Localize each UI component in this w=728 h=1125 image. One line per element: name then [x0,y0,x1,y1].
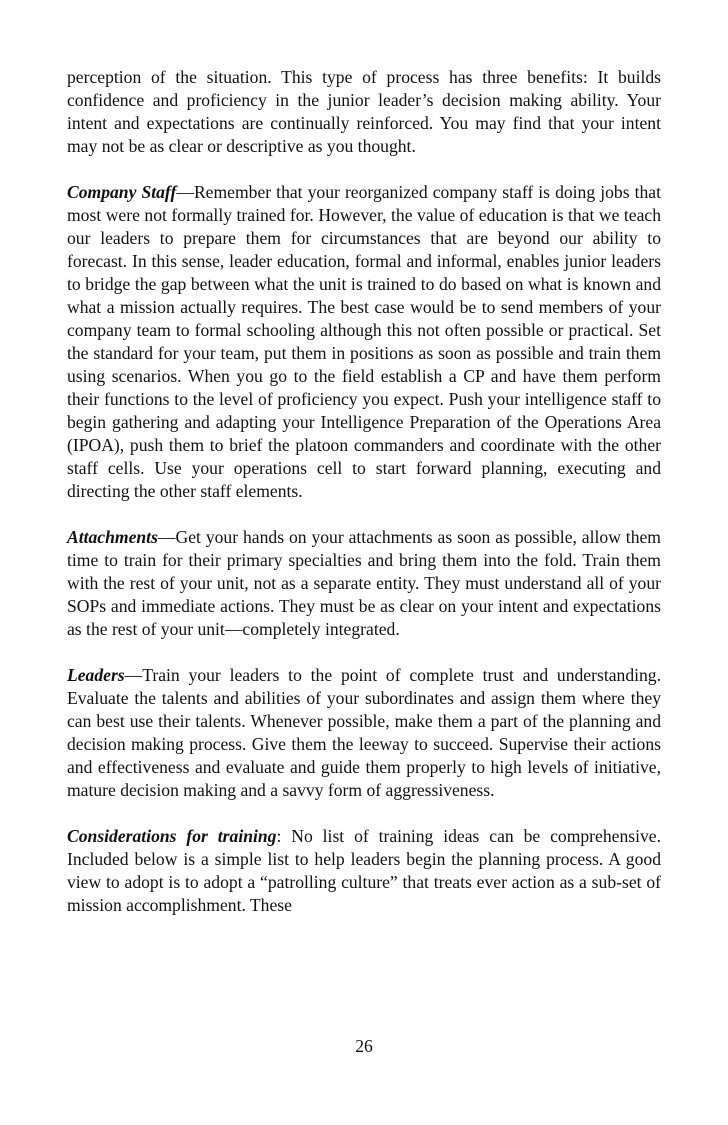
paragraph-lead-attachments: Attachments [67,527,158,547]
paragraph-text: —Train your leaders to the point of complete trust and understanding. Evaluate the talents and abilities of your subordinates and assign them where they can best use their talents. Whenever possible, make them a part of the planning and decision making process. Give them the leeway to succeed. Supervise their actions and effectiveness and evaluate and guide them properly to high levels of initiative, mature decision making and a savvy form of aggressiveness. [67,665,661,800]
paragraph-lead-leaders: Leaders [67,665,125,685]
paragraph-lead-considerations: Considerations for training [67,826,277,846]
paragraph-text: perception of the situation. This type of process has three benefits: It builds confidence and proficiency in the junior leader’s decision making ability. Your intent and expectations are continually reinforced. You may find that your intent may not be as clear or descriptive as you thought. [67,67,661,156]
paragraph-text: —Remember that your reorganized company staff is doing jobs that most were not formally trained for. However, the value of education is that we teach our leaders to prepare them for circumstances that are beyond our ability to forecast. In this sense, leader education, formal and informal, enables junior leaders to bridge the gap between what the unit is trained to do based on what is known and what a mission actually requires. The best case would be to send members of your company team to formal schooling although this not often possible or practical. Set the standard for your team, put them in positions as soon as possible and train them using scenarios. When you go to the field establish a CP and have them perform their functions to the level of proficiency you expect. Push your intelligence staff to begin gathering and adapting your Intelligence Preparation of the Operations Area (IPOA), push them to brief the platoon commanders and coordinate with the other staff cells. Use your operations cell to start forward planning, executing and directing the other staff elements. [67,182,661,501]
document-page [67,66,661,940]
paragraph-attachments [67,526,661,641]
paragraph-text: : No list of training ideas can be comprehensive. Included below is a simple list to help leaders begin the planning process. A good view to adopt is to adopt a “patrolling culture” that treats ever action as a sub-set of mission accomplishment. These [67,826,661,915]
paragraph-lead-company-staff: Company Staff [67,182,177,202]
page-number: 26 [355,1036,373,1056]
paragraph-intro [67,66,661,158]
paragraph-text: —Get your hands on your attachments as soon as possible, allow them time to train for their primary specialties and bring them into the fold. Train them with the rest of your unit, not as a separate entity. They must understand all of your SOPs and immediate actions. They must be as clear on your intent and expectations as the rest of your unit—completely integrated. [67,527,661,639]
paragraph-leaders [67,664,661,802]
paragraph-considerations [67,825,661,917]
paragraph-company-staff [67,181,661,503]
